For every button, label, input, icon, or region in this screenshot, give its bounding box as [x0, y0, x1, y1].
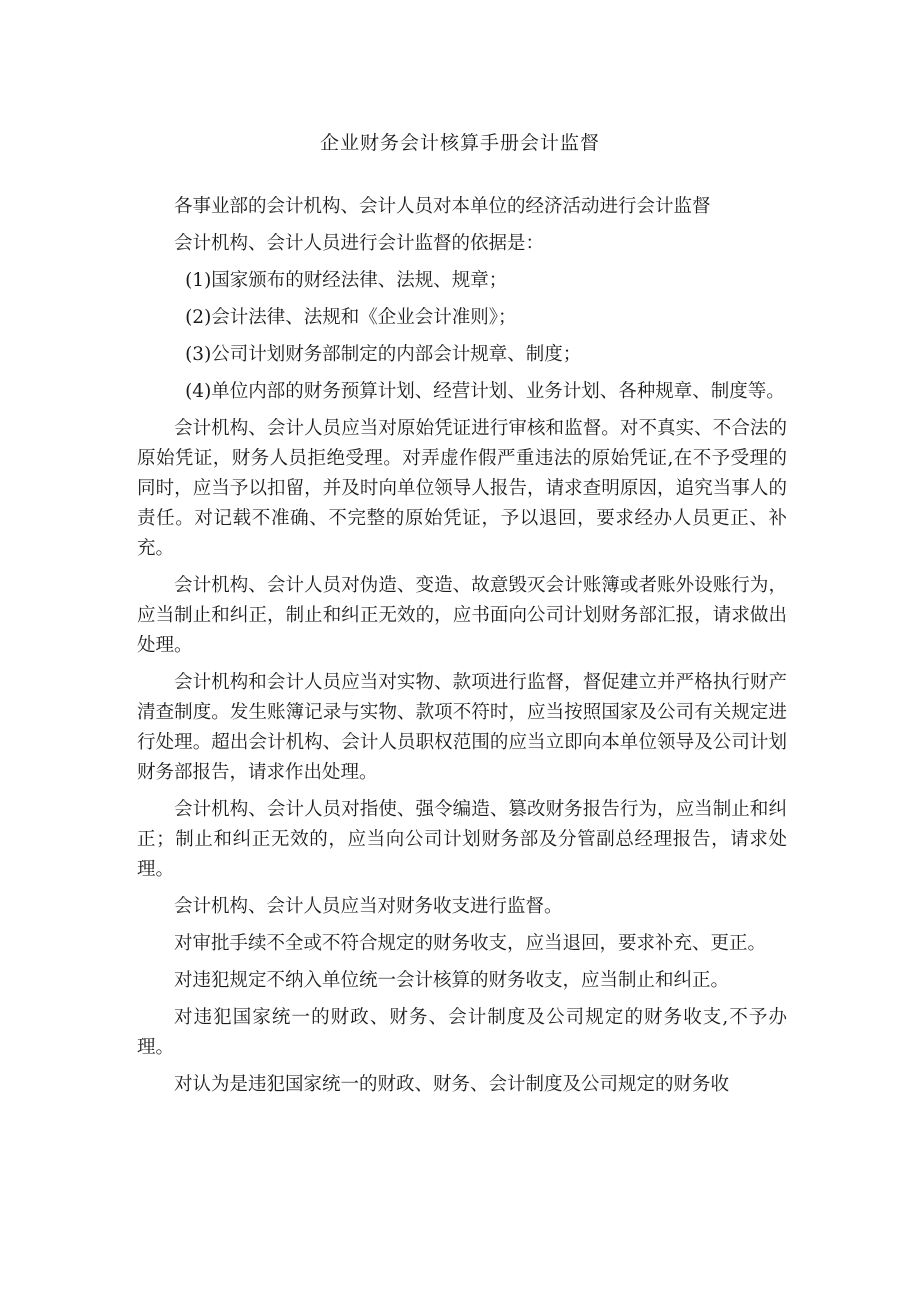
paragraph-basis-heading: 会计机构、会计人员进行会计监督的依据是： [174, 233, 545, 254]
list-item-3: (3)公司计划财务部制定的内部会计规章、制度； [185, 344, 582, 365]
paragraph-revenue-expense: 会计机构、会计人员应当对财务收支进行监督。 [174, 896, 563, 917]
document-body [137, 192, 787, 1107]
paragraph-original-vouchers: 会计机构、会计人员应当对原始凭证进行审核和监督。对不真实、不合法的原始凭证，财务人员拒绝受理。对弄虚作假严重违法的原始凭证,在不予受理的同时，应当予以扣留，并及时向单位领导人报告，请求查明原因，追究当事人的责任。对记载不准确、不完整的原始凭证，予以退回，要求经办人员更正、补充。 [137, 418, 787, 559]
paragraph-unified-accounting: 对违犯规定不纳入单位统一会计核算的财务收支，应当制止和纠正。 [174, 970, 730, 991]
paragraph-account-books: 会计机构、会计人员对伪造、变造、故意毁灭会计账簿或者账外设账行为，应当制止和纠正，制止和纠正无效的，应书面向公司计划财务部汇报，请求做出处理。 [137, 575, 787, 656]
list-item-2: (2)会计法律、法规和《企业会计准则》； [185, 307, 517, 328]
paragraph-financial-reports: 会计机构、会计人员对指使、强令编造、篡改财务报告行为，应当制止和纠正；制止和纠正无效的，应当向公司计划财务部及分管副总经理报告，请求处理。 [137, 799, 787, 880]
list-item-4: (4)单位内部的财务预算计划、经营计划、业务计划、各种规章、制度等。 [185, 381, 785, 402]
paragraph-violation-not-processed: 对违犯国家统一的财政、财务、会计制度及公司规定的财务收支,不予办理。 [137, 1007, 787, 1058]
paragraph-incomplete-approval: 对审批手续不全或不符合规定的财务收支，应当退回，要求补充、更正。 [174, 933, 767, 954]
document-title: 企业财务会计核算手册会计监督 [319, 132, 600, 154]
paragraph-intro: 各事业部的会计机构、会计人员对本单位的经济活动进行会计监督 [174, 196, 711, 217]
paragraph-violation-suspected: 对认为是违犯国家统一的财政、财务、会计制度及公司规定的财务收 [174, 1074, 730, 1095]
paragraph-physical-assets: 会计机构和会计人员应当对实物、款项进行监督，督促建立并严格执行财产清查制度。发生账簿记录与实物、款项不符时，应当按照国家及公司有关规定进行处理。超出会计机构、会计人员职权范围的应当立即向本单位领导及公司计划财务部报告，请求作出处理。 [137, 672, 787, 783]
list-item-1: (1)国家颁布的财经法律、法规、规章； [185, 270, 508, 291]
